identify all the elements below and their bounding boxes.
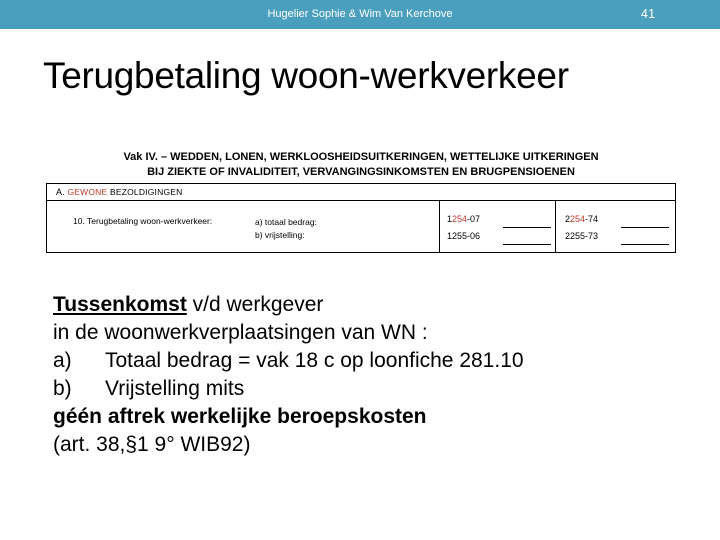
code-row bbox=[565, 228, 669, 245]
amount-field[interactable] bbox=[621, 235, 669, 245]
code-row bbox=[447, 211, 551, 228]
section-letter: A. bbox=[56, 187, 65, 197]
column-divider-2 bbox=[555, 200, 556, 253]
slide-title: Terugbetaling woon-werkverkeer bbox=[43, 55, 569, 96]
left-border bbox=[46, 200, 47, 253]
section-row bbox=[47, 184, 675, 201]
body-line-5: géén aftrek werkelijke beroepskosten bbox=[53, 405, 427, 428]
amount-field[interactable] bbox=[621, 218, 669, 228]
amount-field[interactable] bbox=[503, 218, 551, 228]
body-line-1: Tussenkomst v/d werkgever bbox=[53, 293, 324, 316]
body-line-6: (art. 38,§1 9° WIB92) bbox=[53, 433, 251, 456]
amount-field[interactable] bbox=[503, 235, 551, 245]
sub-items bbox=[255, 216, 317, 242]
body-line-2: in de woonwerkverplaatsingen van WN : bbox=[53, 321, 428, 344]
code-cell: 2254-74 bbox=[565, 214, 599, 224]
tax-form-excerpt bbox=[46, 183, 676, 253]
section-label-rest: BEZOLDIGINGEN bbox=[109, 187, 183, 197]
sub-item-a: a) totaal bedrag: bbox=[255, 217, 317, 227]
code-row bbox=[565, 211, 669, 228]
code-cell: 1254-07 bbox=[447, 214, 481, 224]
sub-item-b: b) vrijstelling: bbox=[255, 230, 305, 240]
code-column-1 bbox=[447, 211, 551, 245]
section-label bbox=[56, 187, 182, 197]
code-column-2 bbox=[565, 211, 669, 245]
underlined-term: Tussenkomst bbox=[53, 293, 187, 316]
header-authors: Hugelier Sophie & Wim Van Kerchove bbox=[267, 8, 453, 20]
form-heading bbox=[46, 150, 676, 180]
item-label: 10. Terugbetaling woon-werkverkeer: bbox=[73, 216, 213, 226]
form-heading-line1: Vak IV. – WEDDEN, LONEN, WERKLOOSHEIDSUITKERINGEN, WETTELIJKE UITKERINGEN bbox=[123, 151, 599, 163]
column-divider-1 bbox=[439, 200, 440, 253]
slide-body bbox=[53, 291, 524, 459]
body-line-4: b) Vrijstelling mits bbox=[53, 377, 245, 400]
code-cell: 1255-06 bbox=[447, 231, 481, 241]
code-row bbox=[447, 228, 551, 245]
body-line-3: a) Totaal bedrag = vak 18 c op loonfiche 281.10 bbox=[53, 349, 524, 372]
page-number: 41 bbox=[640, 6, 656, 21]
code-cell: 2255-73 bbox=[565, 231, 599, 241]
section-label-red: GEWONE bbox=[67, 187, 108, 197]
form-heading-line2: BIJ ZIEKTE OF INVALIDITEIT, VERVANGINGSINKOMSTEN EN BRUGPENSIOENEN bbox=[147, 166, 575, 178]
